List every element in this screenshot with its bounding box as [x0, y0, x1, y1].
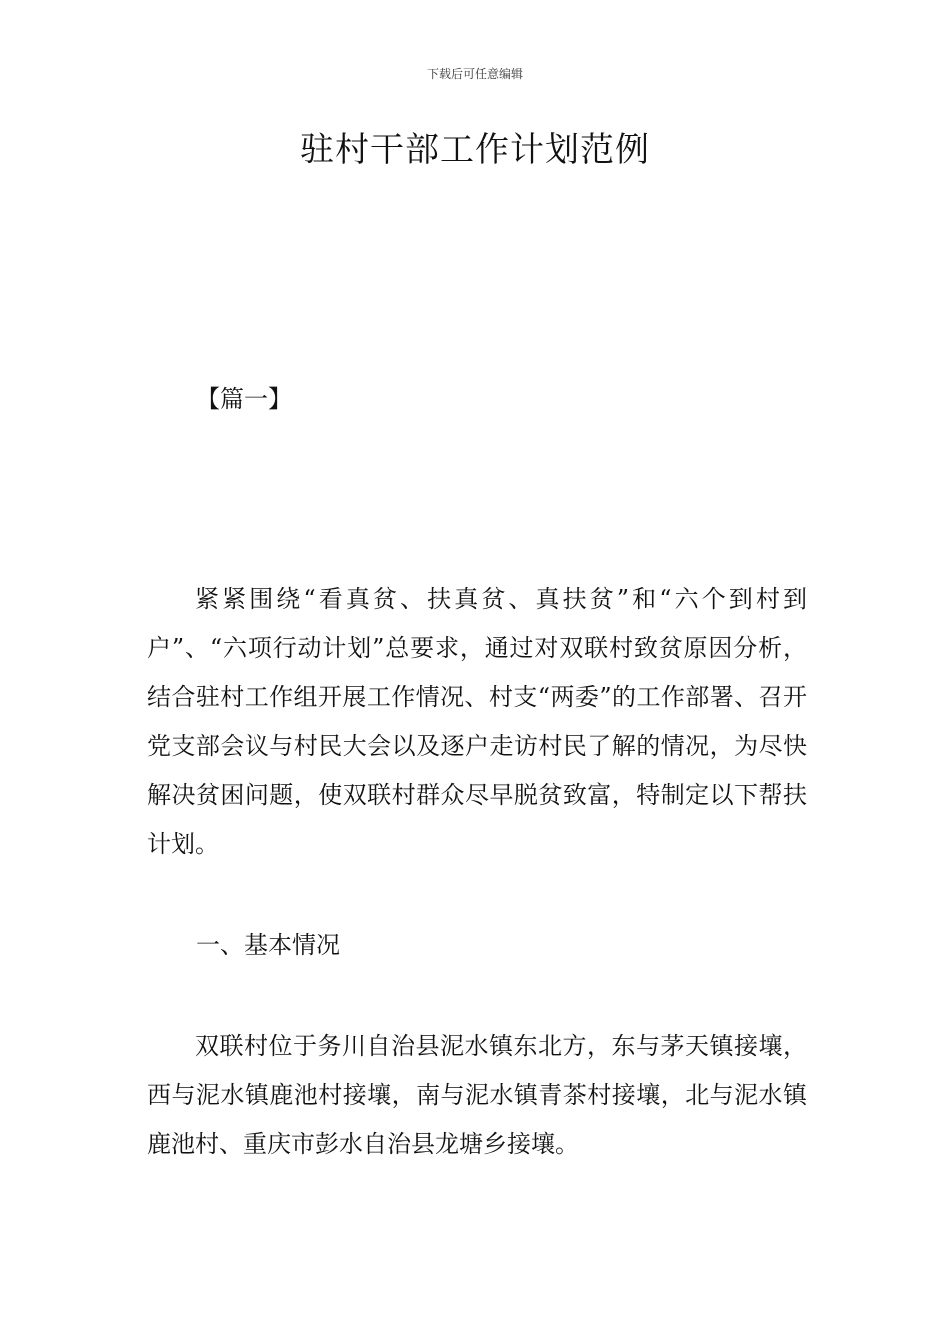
basic-info-paragraph: 双联村位于务川自治县泥水镇东北方，东与茅天镇接壤，西与泥水镇鹿池村接壤，南与泥水镇青茶村接壤，北与泥水镇鹿池村、重庆市彭水自治县龙塘乡接壤。 — [147, 1032, 807, 1158]
page-header-note: 下载后可任意编辑 — [426, 67, 523, 81]
document-title: 驻村干部工作计划范例 — [300, 130, 650, 170]
intro-paragraph: 紧紧围绕“看真贫、扶真贫、真扶贫”和“六个到村到户”、“六项行动计划”总要求，通过对双联村致贫原因分析，结合驻村工作组开展工作情况、村支“两委”的工作部署、召开党支部会议与村民大会以及逐户走访村民了解的情况，为尽快解决贫困问题，使双联村群众尽早脱贫致富，特制定以下帮扶计划。 — [147, 585, 807, 858]
section-label: 【篇一】 — [196, 385, 292, 413]
section-heading-basic-info: 一、基本情况 — [196, 931, 340, 959]
